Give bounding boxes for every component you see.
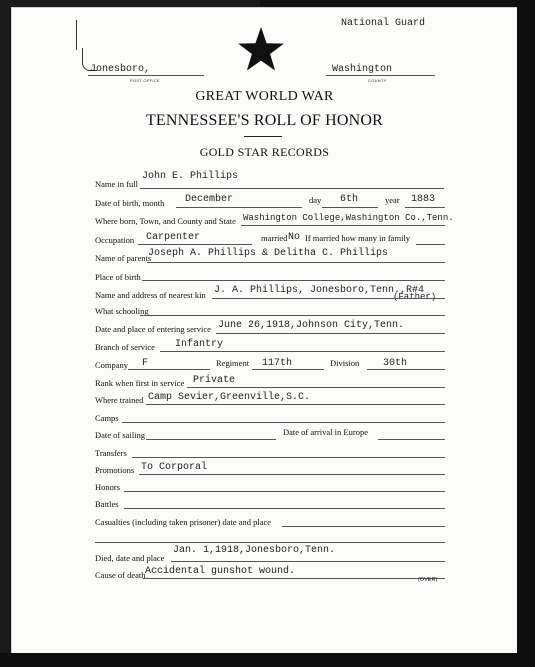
label-schooling: What schooling [95,306,149,316]
unit-label: National Guard [341,18,426,29]
line-camps [122,422,445,423]
label-if-married: If married how many in family [305,233,411,243]
county-line [326,75,435,76]
line-branch [160,351,445,352]
value-regiment: 117th [262,358,293,369]
label-place-of-birth: Place of birth [95,272,141,282]
value-branch: Infantry [175,339,224,350]
label-where-born: Where born, Town, and County and State [95,216,236,226]
gold-star-icon [237,26,285,72]
gold-star-record-card [12,8,517,653]
value-cause: Accidental gunshot wound. [145,566,296,577]
value-where-born: Washington College,Washington Co.,Tenn. [243,213,454,223]
label-regiment: Regiment [216,358,250,368]
scan-border-bottom [0,653,535,667]
value-occupation: Carpenter [146,232,201,243]
label-casualties: Casualties (including taken prisoner) date and place [95,517,272,527]
value-married: No [288,232,301,243]
label-name: Name in full [95,179,138,189]
value-parents: Joseph A. Phillips & Delitha C. Phillips [148,248,389,259]
value-name: John E. Phillips [142,171,239,182]
value-next-of-kin: J. A. Phillips, Jonesboro,Tenn.,R#4 [214,285,425,296]
label-parents: Name of parents [95,253,152,263]
title-great-world-war: GREAT WORLD WAR [195,89,334,104]
post-office-value: Jonesboro, [90,64,151,75]
line-where-born [241,225,445,226]
label-year: year [385,195,400,205]
line-date-entering [216,333,445,334]
value-day: 6th [340,194,359,205]
scan-border-right [517,0,535,667]
value-company: F [142,358,149,369]
label-transfers: Transfers [95,448,127,458]
value-died: Jan. 1,1918,Jonesboro,Tenn. [173,545,336,556]
title-gold-star-records: GOLD STAR RECORDS [199,145,330,159]
label-branch: Branch of service [95,342,155,352]
line-regiment [252,369,324,370]
label-date-arrival: Date of arrival in Europe [283,427,368,437]
post-office-label: POST OFFICE [130,78,160,83]
line-honors [124,491,445,492]
label-rank: Rank when first in service [95,378,185,388]
line-where-trained [146,404,445,405]
title-divider [244,136,282,137]
over-note: (OVER) [418,577,438,583]
line-date-sailing [146,439,276,440]
label-died: Died, date and place [95,553,165,563]
label-day: day [309,195,322,205]
line-rank [187,387,445,388]
label-honors: Honors [95,482,121,492]
label-married: married [261,233,288,243]
line-date-arrival [378,439,445,440]
label-occupation: Occupation [95,235,135,245]
value-where-trained: Camp Sevier,Greenville,S.C. [148,392,311,403]
label-dob-month: Date of birth, month [95,198,165,208]
value-date-entering: June 26,1918,Johnson City,Tenn. [218,320,405,331]
value-next-of-kin-relation: (Father) [393,292,437,302]
county-value: Washington [332,64,393,75]
line-died [171,561,445,562]
title-roll-of-honor: TENNESSEE'S ROLL OF HONOR [145,112,384,129]
line-year [405,207,445,208]
line-transfers [132,457,445,458]
label-company: Company [95,360,129,370]
line-month [176,207,302,208]
line-family [416,244,445,245]
county-label: COUNTY [368,78,387,83]
line-occupation [138,244,252,245]
line-schooling [140,315,445,316]
value-year: 1883 [411,194,436,205]
label-battles: Battles [95,499,119,509]
line-place-of-birth [142,280,445,281]
value-promotions: To Corporal [141,462,208,473]
label-where-trained: Where trained [95,395,144,405]
line-next-of-kin [212,298,445,299]
line-casualties-2 [95,542,445,543]
label-date-entering: Date and place of entering service [95,324,211,334]
line-company [128,369,210,370]
value-month: December [185,194,234,205]
line-cause [143,578,445,579]
line-name [140,188,444,189]
label-division: Division [330,358,360,368]
label-camps: Camps [95,413,119,423]
label-next-of-kin: Name and address of nearest kin [95,290,206,300]
line-day [322,207,378,208]
line-promotions [139,474,445,475]
line-battles [124,508,445,509]
label-date-sailing: Date of sailing [95,430,146,440]
punch-mark [76,20,79,50]
line-division [367,369,445,370]
post-office-line [88,75,204,76]
value-division: 30th [383,358,408,369]
line-parents [147,262,445,263]
line-casualties [282,526,445,527]
label-cause: Cause of death [95,570,146,580]
value-rank: Private [193,375,236,386]
label-promotions: Promotions [95,465,135,475]
